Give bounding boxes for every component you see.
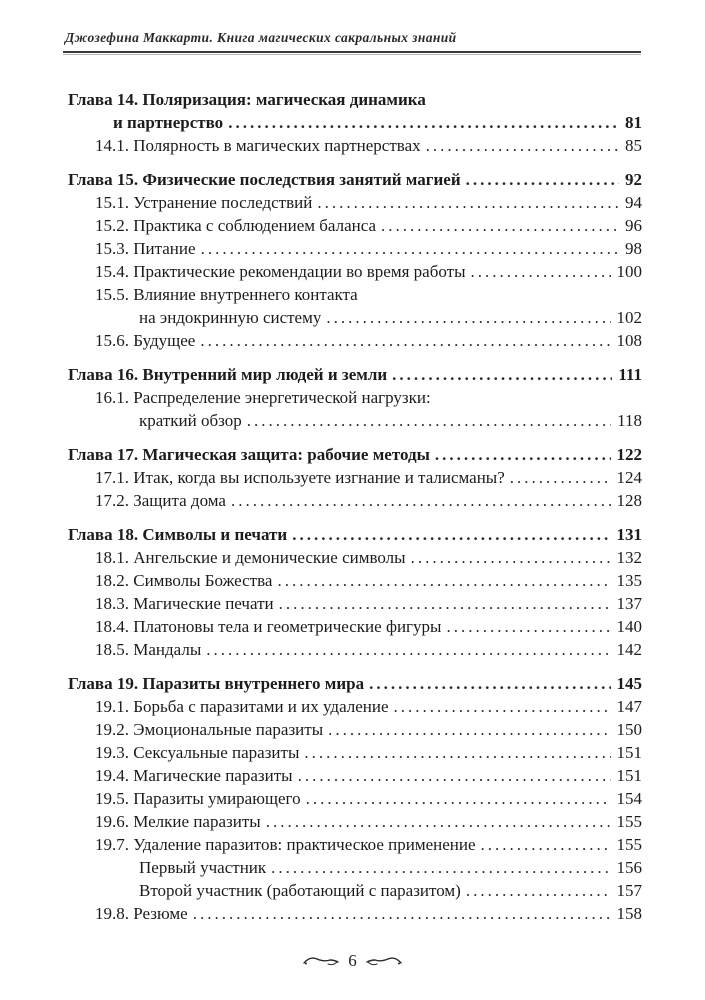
toc-page-number: 81	[625, 113, 642, 132]
toc-entry-title: 15.2. Практика с соблюдением баланса	[95, 216, 377, 235]
toc-page-number: 98	[625, 239, 642, 258]
toc-leader-dots	[435, 443, 611, 466]
toc-leader-dots	[466, 168, 619, 191]
toc	[68, 88, 642, 925]
toc-leader-dots	[369, 672, 610, 695]
toc-entry-title: 18.5. Мандалы	[95, 640, 202, 659]
toc-entry-title: 19.2. Эмоциональные паразиты	[95, 720, 324, 739]
flourish-left-icon	[303, 955, 339, 967]
toc-entry	[68, 672, 642, 695]
toc-entry	[68, 111, 642, 134]
toc-entry-title: 14.1. Полярность в магических партнерствах	[95, 136, 421, 155]
toc-leader-dots	[446, 615, 610, 638]
toc-page-number: 151	[616, 766, 642, 785]
toc-leader-dots	[306, 787, 611, 810]
toc-entry	[68, 569, 642, 592]
toc-entry-title: 18.1. Ангельские и демонические символы	[95, 548, 406, 567]
toc-entry	[68, 283, 642, 306]
toc-entry-title: 15.5. Влияние внутреннего контакта	[95, 285, 358, 304]
toc-entry-title: 15.3. Питание	[95, 239, 196, 258]
toc-entry-title: Глава 14. Поляризация: магическая динамика	[68, 90, 426, 109]
toc-entry	[68, 592, 642, 615]
toc-entry	[68, 386, 642, 409]
toc-leader-dots	[381, 214, 619, 237]
footer-page-number: 6	[348, 951, 357, 970]
toc-entry	[68, 466, 642, 489]
toc-leader-dots	[279, 592, 611, 615]
toc-page-number: 155	[616, 812, 642, 831]
toc-page-number: 157	[616, 881, 642, 900]
toc-entry	[68, 741, 642, 764]
toc-entry	[68, 489, 642, 512]
toc-page-number: 158	[616, 904, 642, 923]
toc-entry	[68, 787, 642, 810]
toc-entry	[68, 615, 642, 638]
toc-entry	[68, 191, 642, 214]
toc-entry-title: 15.4. Практические рекомендации во время работы	[95, 262, 466, 281]
toc-leader-dots	[201, 237, 619, 260]
toc-entry-title: краткий обзор	[139, 411, 242, 430]
toc-entry	[68, 88, 642, 111]
toc-entry-title: 18.3. Магические печати	[95, 594, 274, 613]
toc-leader-dots	[271, 856, 610, 879]
header-rule	[63, 51, 641, 57]
toc-entry	[68, 810, 642, 833]
toc-entry	[68, 856, 642, 879]
toc-page-number: 118	[617, 411, 642, 430]
toc-page-number: 147	[616, 697, 642, 716]
toc-entry	[68, 134, 642, 157]
toc-entry	[68, 443, 642, 466]
page-footer	[0, 951, 705, 972]
toc-leader-dots	[411, 546, 611, 569]
toc-entry	[68, 237, 642, 260]
toc-page-number: 102	[616, 308, 642, 327]
toc-leader-dots	[328, 718, 610, 741]
toc-entry-title: 19.5. Паразиты умирающего	[95, 789, 301, 808]
toc-entry-title: 17.2. Защита дома	[95, 491, 226, 510]
toc-leader-dots	[392, 363, 612, 386]
toc-page-number: 100	[616, 262, 642, 281]
toc-entry-title: на эндокринную систему	[139, 308, 322, 327]
toc-page-number: 132	[616, 548, 642, 567]
flourish-right-icon	[366, 955, 402, 967]
toc-entry	[68, 306, 642, 329]
toc-page-number: 122	[616, 445, 642, 464]
toc-entry-title: 19.4. Магические паразиты	[95, 766, 293, 785]
toc-leader-dots	[298, 764, 611, 787]
toc-page-number: 140	[616, 617, 642, 636]
toc-entry	[68, 260, 642, 283]
toc-entry	[68, 363, 642, 386]
toc-entry-title: 19.6. Мелкие паразиты	[95, 812, 261, 831]
toc-page-number: 150	[616, 720, 642, 739]
toc-entry-title: и партнерство	[113, 113, 224, 132]
toc-leader-dots	[247, 409, 611, 432]
toc-page-number: 108	[616, 331, 642, 350]
toc-leader-dots	[317, 191, 619, 214]
toc-entry-title: Первый участник	[139, 858, 267, 877]
toc-page-number: 145	[616, 674, 642, 693]
toc-entry-title: 19.7. Удаление паразитов: практическое применение	[95, 835, 476, 854]
toc-page-number: 156	[616, 858, 642, 877]
toc-leader-dots	[193, 902, 611, 925]
toc-page-number: 151	[616, 743, 642, 762]
toc-leader-dots	[426, 134, 619, 157]
toc-page-number: 85	[625, 136, 642, 155]
running-head-title: Джозефина Маккарти. Книга магических сакральных знаний	[65, 30, 457, 45]
toc-entry-title: Второй участник (работающий с паразитом)	[139, 881, 461, 900]
toc-entry-title: 15.1. Устранение последствий	[95, 193, 313, 212]
toc-entry-title: 18.2. Символы Божества	[95, 571, 273, 590]
toc-page-number: 137	[616, 594, 642, 613]
toc-leader-dots	[200, 329, 610, 352]
toc-entry-title: Глава 17. Магическая защита: рабочие методы	[68, 445, 430, 464]
toc-leader-dots	[206, 638, 610, 661]
toc-entry-title: Глава 16. Внутренний мир людей и земли	[68, 365, 388, 384]
toc-entry	[68, 695, 642, 718]
toc-leader-dots	[228, 111, 619, 134]
toc-entry-title: Глава 18. Символы и печати	[68, 525, 288, 544]
toc-page-number: 128	[616, 491, 642, 510]
toc-entry	[68, 638, 642, 661]
toc-entry-title: 19.3. Сексуальные паразиты	[95, 743, 300, 762]
toc-entry	[68, 879, 642, 902]
toc-leader-dots	[266, 810, 611, 833]
toc-page-number: 154	[616, 789, 642, 808]
toc-entry-title: 18.4. Платоновы тела и геометрические фигуры	[95, 617, 442, 636]
toc-entry	[68, 214, 642, 237]
toc-entry	[68, 168, 642, 191]
toc-entry-title: 16.1. Распределение энергетической нагрузки:	[95, 388, 431, 407]
toc-page-number: 96	[625, 216, 642, 235]
toc-entry-title: 19.8. Резюме	[95, 904, 188, 923]
toc-page-number: 111	[618, 365, 642, 384]
toc-entry	[68, 764, 642, 787]
toc-leader-dots	[292, 523, 610, 546]
toc-leader-dots	[481, 833, 611, 856]
toc-leader-dots	[231, 489, 611, 512]
toc-leader-dots	[326, 306, 610, 329]
toc-leader-dots	[510, 466, 611, 489]
toc-page-number: 94	[625, 193, 642, 212]
toc-page-number: 92	[625, 170, 642, 189]
toc-leader-dots	[304, 741, 610, 764]
toc-entry	[68, 902, 642, 925]
toc-leader-dots	[471, 260, 611, 283]
toc-entry	[68, 833, 642, 856]
running-head	[63, 30, 641, 57]
toc-page-number: 135	[616, 571, 642, 590]
toc-leader-dots	[394, 695, 611, 718]
toc-page-number: 142	[616, 640, 642, 659]
toc-entry-title: 15.6. Будущее	[95, 331, 196, 350]
toc-leader-dots	[466, 879, 611, 902]
toc-page-number: 131	[616, 525, 642, 544]
toc-page-number: 124	[616, 468, 642, 487]
toc-entry-title: Глава 19. Паразиты внутреннего мира	[68, 674, 365, 693]
toc-entry	[68, 523, 642, 546]
toc-entry	[68, 546, 642, 569]
toc-entry-title: 17.1. Итак, когда вы используете изгнание и талисманы?	[95, 468, 505, 487]
toc-entry	[68, 329, 642, 352]
toc-entry-title: Глава 15. Физические последствия занятий магией	[68, 170, 461, 189]
toc-entry	[68, 718, 642, 741]
toc-leader-dots	[277, 569, 610, 592]
toc-entry-title: 19.1. Борьба с паразитами и их удаление	[95, 697, 389, 716]
toc-page-number: 155	[616, 835, 642, 854]
toc-entry	[68, 409, 642, 432]
